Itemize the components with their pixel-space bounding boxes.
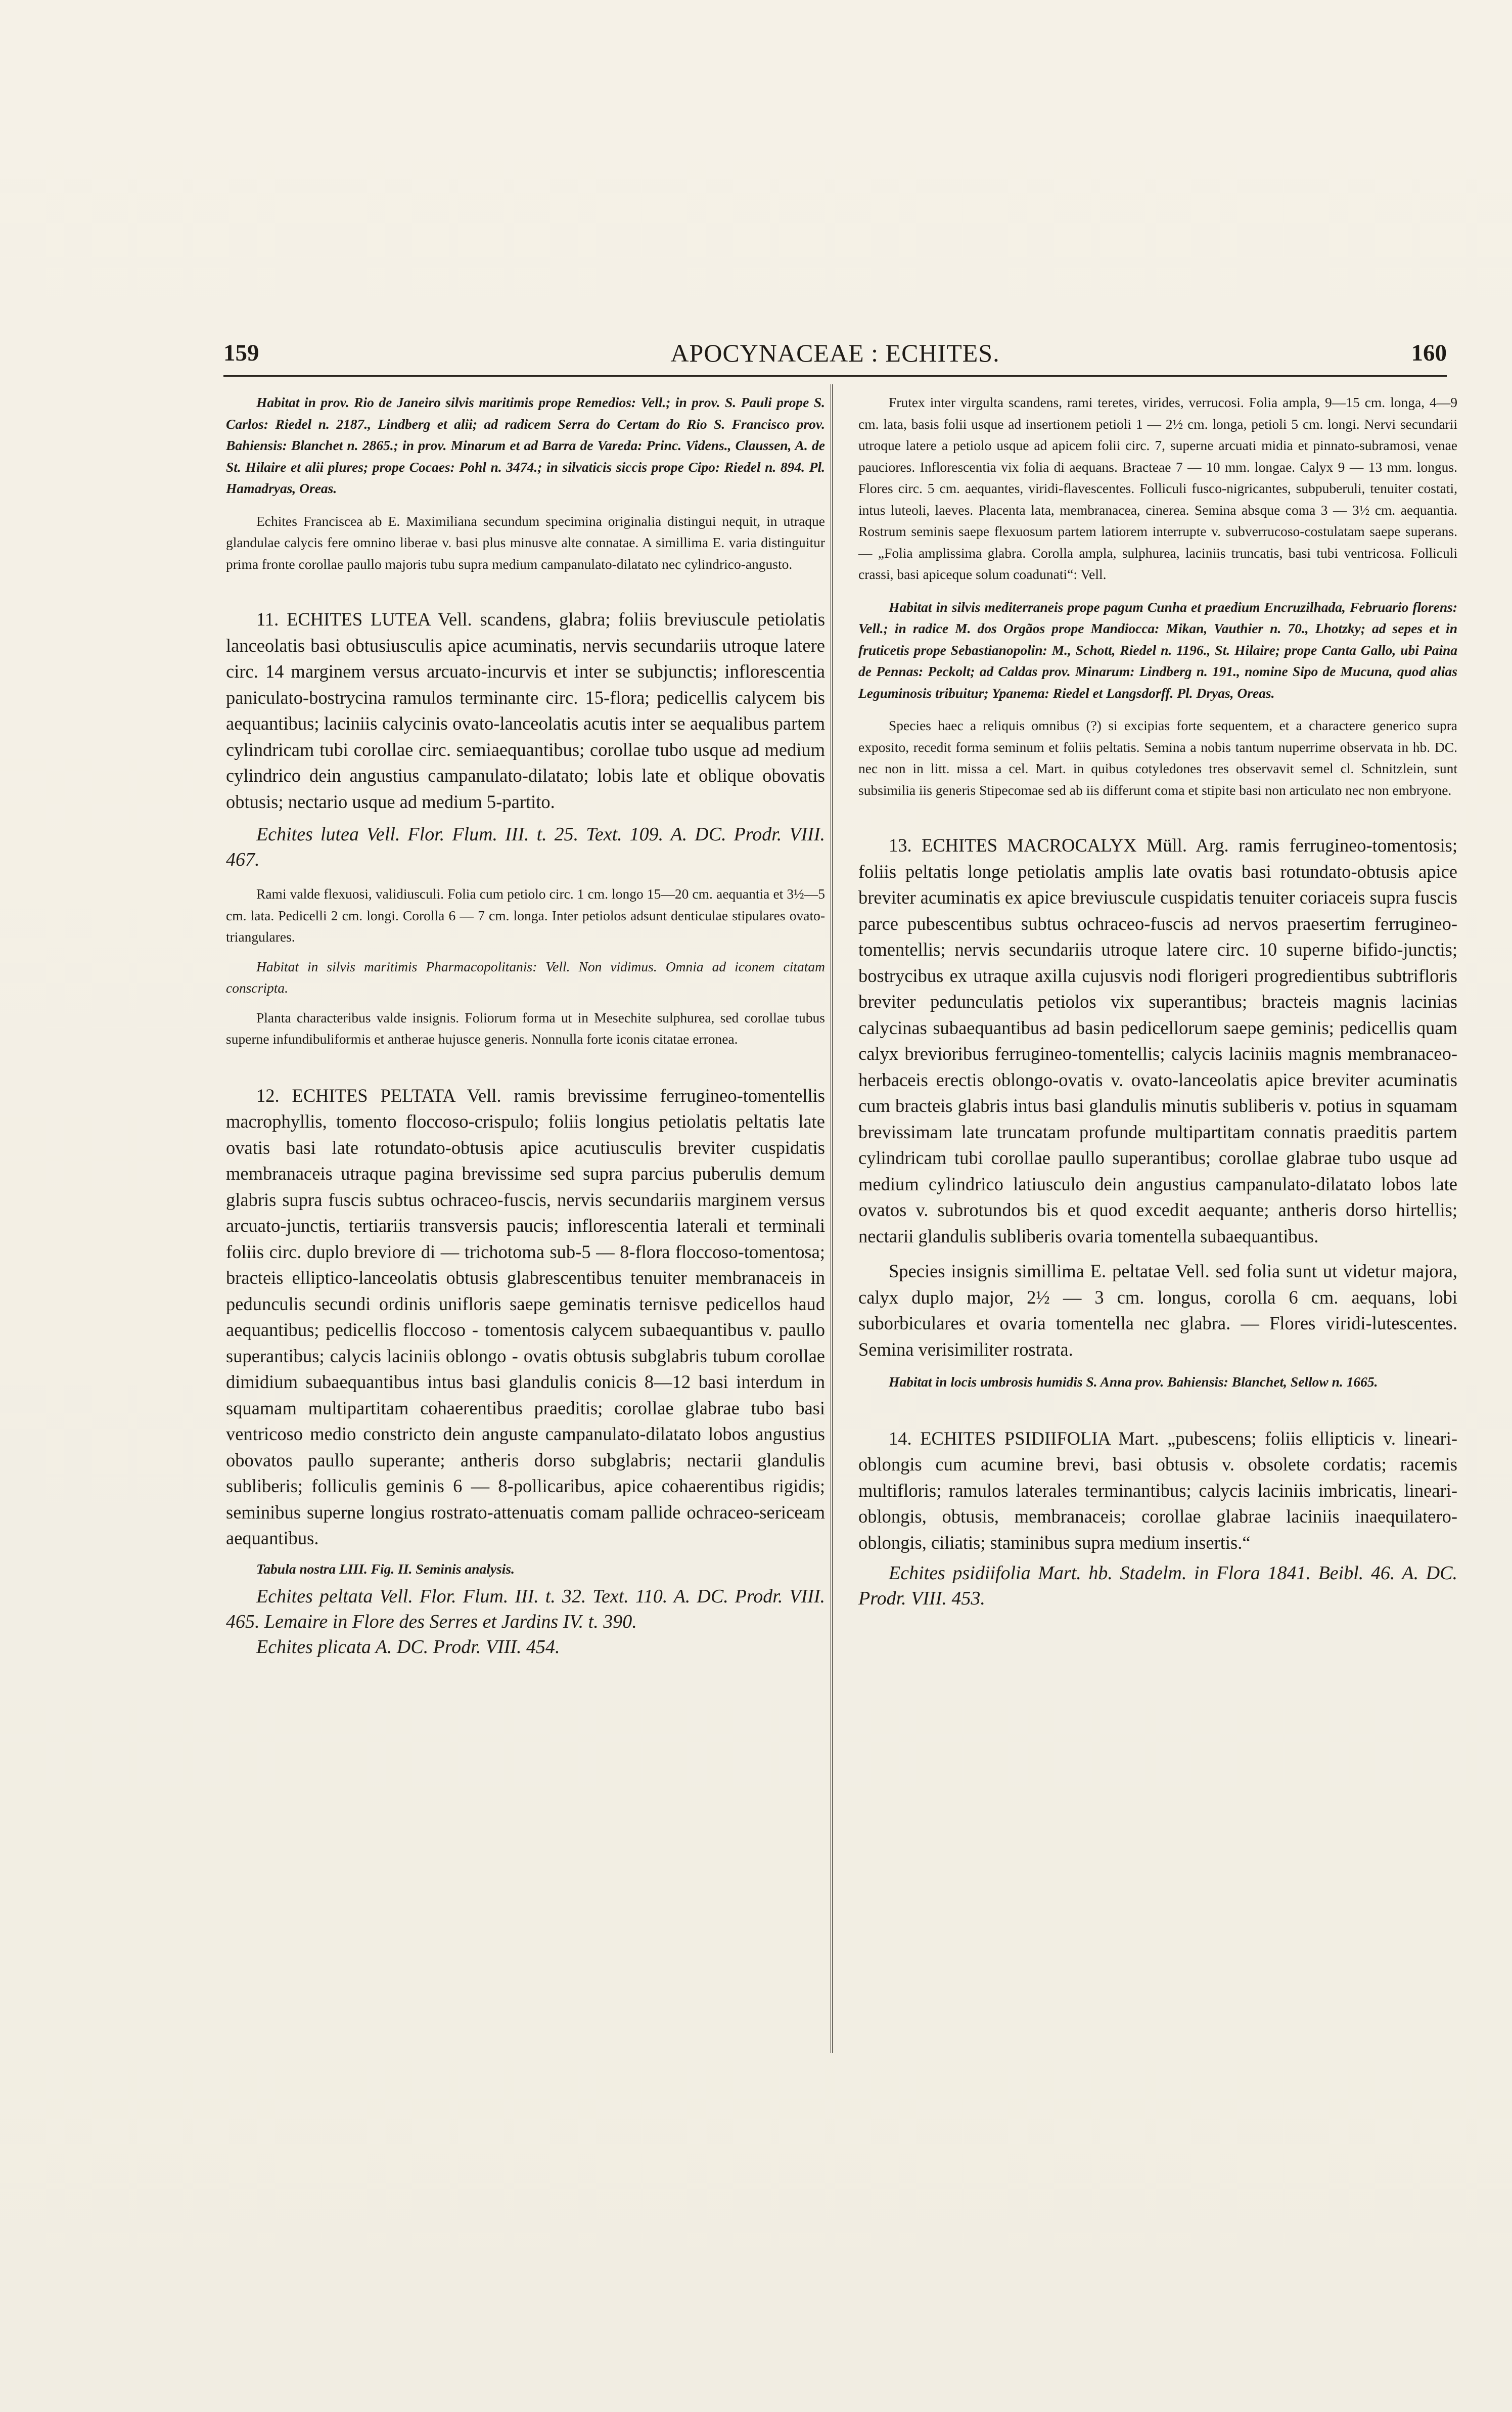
- species-13-habitat: Habitat in locis umbrosis humidis S. Anna prov. Bahiensis: Blanchet, Sellow n. 1665.: [889, 1374, 1378, 1390]
- species-11-citation: Echites lutea Vell. Flor. Flum. III. t. 25. Text. 109. A. DC. Prodr. VIII. 467.: [226, 824, 825, 870]
- species-11-remarks: Planta characteribus valde insignis. Foliorum forma ut in Mesechite sulphurea, sed corollae tubus superne infundibuliformis et antherae hujusce generis. Nonnulla forte iconis citatae erronea.: [226, 1009, 825, 1047]
- right-column: [858, 392, 1457, 1611]
- species-12-diagnosis: ramis brevissime ferrugineo-tomentellis macrophyllis, tomento floccoso-crispulo; foliis longius petiolatis peltatis late ovatis basi late rotundato-obtusis apice acutiusculis breviter cuspidatis membranaceis utraque pagina brevissime sed supra parcius puberulis demum glabris supra fuscis subtus ochraceo-fuscis, nervis secundariis marginem versus arcuato-junctis, tertiariis transversis paucis; inflorescentia laterali et terminali foliis circ. duplo breviore di — trichotoma sub-5 — 8-flora floccoso-tomentosa; bracteis elliptico-lanceolatis obtusis glabrescentibus tenuiter membranaceis in pedunculis secundi ordinis unifloris saepe geminatis ternisve pedicellos haud aequantibus; pedicellis floccoso - tomentosis calycem subaequantibus v. paullo superantibus; calycis laciniis oblongo - ovatis obtusis subglabris tubum corollae dimidium subaequantibus intus basi glandulis conicis 8—12 basi interdum in squamam multipartitam cohaerentibus praeditis; corollae glabrae tubo basi ventricoso medio constricto dein anguste campanulato-dilatato lobos angustius obovatos paullo superante; antheris dorso subglabris; nectarii glandulis subliberis; folliculis geminis 6 — 8-pollicaribus, apice cohaerentibus rigidis; seminibus superne longius rostrato-attenuatis comam pallide ochraceo-sericeam aequantibus.: [226, 1085, 825, 1548]
- species-12-description: [226, 1083, 825, 1551]
- species-12-plate: Tabula nostra LIII. Fig. II. Seminis analysis.: [256, 1560, 515, 1577]
- page-number-right: 160: [1411, 340, 1447, 366]
- species-12-citation: Echites peltata Vell. Flor. Flum. III. t. 32. Text. 110. A. DC. Prodr. VIII. 465. Lemaire in Flore des Serres et Jardins IV. t. 390.: [226, 1586, 825, 1632]
- species-11-description: [226, 606, 825, 815]
- header-rule: [223, 375, 1447, 377]
- species-12-remarks: Species haec a reliquis omnibus (?) si excipias forte sequentem, et a charactere generico supra exposito, recedit forma seminum et foliis peltatis. Semina a nobis tantum nuperrime observata in hb. DC. nec non in litt. missa a cel. Mart. in quibus cotyledones tres observavit semel cl. Schnitzlein, sunt subsimilia iis generis Stipecomae sed ab iis differunt coma et stipite basi non articulato nec non embryone.: [858, 718, 1457, 798]
- species-14-citation: Echites psidiifolia Mart. hb. Stadelm. in Flora 1841. Beibl. 46. A. DC. Prodr. VIII. 453.: [858, 1562, 1457, 1609]
- species-12-heading: 12. ECHITES PELTATA Vell.: [256, 1085, 501, 1106]
- running-title: APOCYNACEAE : ECHITES.: [670, 339, 1000, 367]
- species-13-diagnosis: ramis ferrugineo-tomentosis; foliis peltatis longe petiolatis amplis late ovatis basi rotundato-obtusis apice breviter acuminatis ex apice breviuscule cuspidatis tenuiter coriaceis supra fuscis parce pubescentibus subtus ochraceo-fuscis ad nervos praesertim ferrugineo-tomentellis; nervis secundariis utroque latere circ. 10 superne bifido-junctis; bostrycibus ex utraque axilla cujusvis nodi florigeri progredientibus subtrifloris breviter pedunculatis petiolos vix superantibus; bracteis magnis lacinias calycinas subaequantibus ad basin pedicellorum saepe geminis; pedicellis quam calyx brevioribus ferrugineo-tomentellis; calycis laciniis magnis membranaceo-herbaceis erectis oblongo-ovatis v. ovato-lanceolatis apice breviter acuminatis cum bracteis glabris intus basi glandulis minutis subliberis v. potius in squamam brevissimam late truncatam profunde multipartitam connatis praeditis partem cylindricam tubi corollae paullo superantibus; corollae glabrae tubo usque ad medium cylindrico latiusculo dein angustius campanulato-dilatato lobos late ovatos v. subrotundos bis et quod excedit aequante; antheris dorso hirtellis; nectarii glandulis subliberis ovaria tomentella subaequantibus.: [858, 835, 1457, 1246]
- species-13-remarks: Species insignis simillima E. peltatae Vell. sed folia sunt ut videtur majora, calyx duplo major, 2½ — 3 cm. longus, corolla 6 cm. aequans, lobi suborbiculares et ovaria tomentella nec glabra. — Flores viridi-lutescentes. Semina verisimiliter rostrata.: [858, 1261, 1457, 1360]
- species-13-description: [858, 832, 1457, 1249]
- species-12-synonym: Echites plicata A. DC. Prodr. VIII. 454.: [256, 1636, 560, 1658]
- species-14-diagnosis: „pubescens; foliis ellipticis v. lineari-oblongis cum acumine brevi, basi obtusis v. obsolete cordatis; racemis multifloris; ramulos laterales terminantibus; calycis laciniis imbricatis, lineari-oblongis, obtusis, membranaceis; corollae glabrae laciniis inaequilatero-oblongis, ciliatis; staminibus supra medium insertis.“: [858, 1427, 1458, 1553]
- species-14-description: [858, 1425, 1457, 1556]
- note-paragraph: Echites Franciscea ab E. Maximiliana secundum specimina originalia distingui nequit, in utraque glandulae calycis fere omnino liberae v. basi plus minusve alte connatae. A simillima E. varia distinguitur prima fronte corollae paullo majoris tubu supra medium campanulato-dilatato nec cylindrico-angusto.: [226, 513, 825, 572]
- species-11-habitat: Habitat in silvis maritimis Pharmacopolitanis: Vell. Non vidimus. Omnia ad iconem citatam conscripta.: [226, 958, 825, 996]
- left-column: [226, 392, 825, 1660]
- species-14-heading: 14. ECHITES PSIDIIFOLIA Mart.: [889, 1427, 1159, 1449]
- page-number-left: 159: [223, 340, 259, 366]
- species-12-habitat: Habitat in silvis mediterraneis prope pagum Cunha et praedium Encruzilhada, Februario florens: Vell.; in radice M. dos Orgãos prope Mandiocca: Mikan, Vauthier n. 70., Lhotzky; ad sepes et in fruticetis prope Sebastianopolin: M., Schott, Riedel n. 1196., St. Hilaire; prope Canta Gallo, ubi Paina de Pennas: Peckolt; ad Caldas prov. Minarum: Lindberg n. 191., nomine Sipo de Mucuna, quod alias Leguminosis tribuitur; Ypanema: Riedel et Langsdorff. Pl. Dryas, Oreas.: [858, 599, 1457, 701]
- species-11-diagnosis: scandens, glabra; foliis breviuscule petiolatis lanceolatis basi obtusiusculis apice acuminatis, nervis secundariis utroque latere circ. 14 marginem versus arcuato-incurvis et inter se subjunctis; inflorescentia paniculato-bostrycina ramulos terminante circ. 15-flora; pedicellis calycem bis aequantibus; laciniis calycinis ovato-lanceolatis acutis inter se aequalibus partem cylindricam tubi corollae circ. semiaequantibus; corollae tubo usque ad medium cylindrico dein angustius campanulato-dilatato; lobis late et oblique obovatis obtusis; nectario usque ad medium 5-partito.: [226, 609, 826, 812]
- column-divider: [831, 384, 833, 2053]
- species-11-heading: 11. ECHITES LUTEA Vell.: [256, 609, 472, 630]
- habitat-paragraph: Habitat in prov. Rio de Janeiro silvis maritimis prope Remedios: Vell.; in prov. S. Pauli prope S. Carlos: Riedel n. 2187., Lindberg et alii; ad radicem Serra do Certam do Rio S. Francisco prov. Bahiensis: Blanchet n. 2865.; in prov. Minarum et ad Barra de Vareda: Princ. Videns., Claussen, A. de St. Hilaire et alii plures; prope Cocaes: Pohl n. 3474.; in silvaticis siccis prope Cipo: Riedel n. 894. Pl. Hamadryas, Oreas.: [226, 394, 825, 496]
- species-11-notes: Rami valde flexuosi, validiusculi. Folia cum petiolo circ. 1 cm. longo 15—20 cm. aequantia et 3½—5 cm. lata. Pedicelli 2 cm. longi. Corolla 6 — 7 cm. longa. Inter petiolos adsunt denticulae stipulares ovato-triangulares.: [226, 886, 825, 945]
- species-12-notes: Frutex inter virgulta scandens, rami teretes, virides, verrucosi. Folia ampla, 9—15 cm. longa, 4—9 cm. lata, basis folii usque ad insertionem petioli 1 — 2½ cm. longa, petioli 5 cm. longi. Nervi secundarii utroque latere a petiolo usque ad apicem folii circ. 7, superne arcuati midia et pinnato-subramosi, venae pauciores. Inflorescentia vix folia di aequans. Bracteae 7 — 10 mm. longae. Calyx 9 — 13 mm. longus. Flores circ. 5 cm. aequantes, viridi-flavescentes. Folliculi fusco-nigricantes, subpuberuli, tenuiter costati, intus luteoli, laeves. Placenta lata, membranacea, cinerea. Semina absque coma 3 — 3½ cm. aequantia. Rostrum seminis saepe flexuosum partem latiorem interrupte v. subverrucoso-costulatam saepe superans. — „Folia amplissima glabra. Corolla ampla, sulphurea, laciniis truncatis, basi tubi ventricosa. Folliculi crassi, basi apiceque solum coadunati“: Vell.: [858, 394, 1457, 582]
- species-13-heading: 13. ECHITES MACROCALYX Müll. Arg.: [889, 835, 1229, 856]
- running-header: [223, 338, 1447, 368]
